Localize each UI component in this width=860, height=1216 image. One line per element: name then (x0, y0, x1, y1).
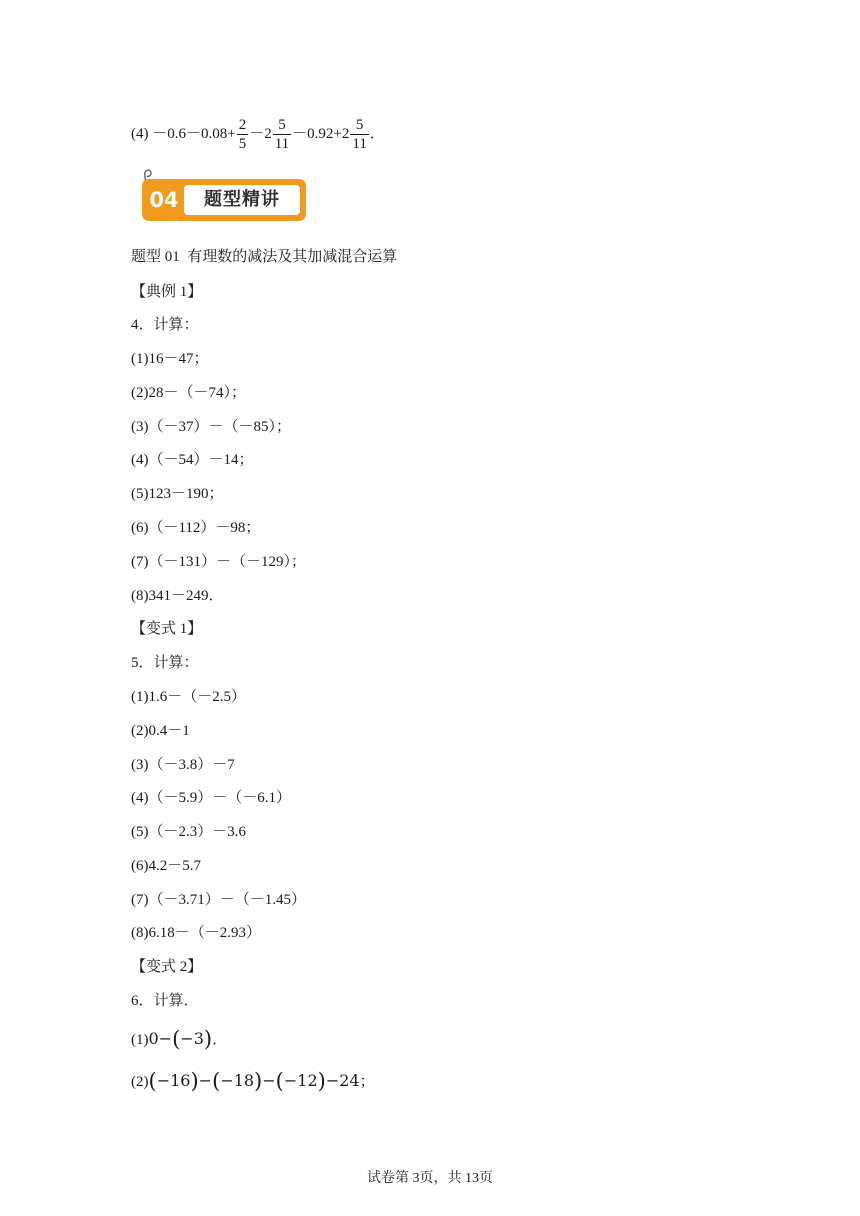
paren-close: ) (317, 1069, 326, 1093)
paren-close: ) (203, 1027, 213, 1051)
paren-open: ( (275, 1069, 284, 1093)
badge-title: 题型精讲 (184, 185, 300, 215)
variant-2-item-2 (131, 1071, 375, 1092)
fraction-5-11-a: $\frac{5}{11}$ (274, 117, 290, 152)
problem-4-mid-1: －2 (249, 125, 272, 142)
variant-1-item: (5)（－2.3）－3.6 (131, 824, 246, 840)
problem-4-prefix: (4) －0.6－0.08+ (131, 125, 236, 142)
variant-1-label: 【变式 1】 (131, 621, 203, 637)
section-title: 题型 01 有理数的减法及其加减混合运算 (131, 249, 398, 265)
paren-open: ( (172, 1027, 181, 1051)
problem-4-mid-2: －0.92+2 (292, 125, 350, 142)
fraction-5-11-b: $\frac{5}{11}$ (352, 117, 367, 152)
paren-close: ) (190, 1069, 199, 1093)
variant-1-question: 5．计算： (131, 655, 199, 671)
math-inner: −3 (180, 1029, 204, 1048)
example-1-item: (8)341－249． (131, 588, 224, 604)
example-1-item: (5)123－190； (131, 486, 224, 502)
variant-1-item: (7)（－3.71）－（－1.45） (131, 892, 306, 908)
math-operator: − (262, 1071, 276, 1090)
item-end: ． (212, 1032, 228, 1048)
example-1-question: 4．计算： (131, 317, 199, 333)
variant-2-question: 6．计算． (131, 993, 199, 1009)
example-1-item: (6)（－112）－98； (131, 520, 261, 536)
variant-1-item: (6)4.2－5.7 (131, 858, 201, 874)
section-badge (138, 167, 308, 225)
problem-4-suffix: ． (369, 125, 385, 142)
variant-2-label: 【变式 2】 (131, 959, 203, 975)
example-1-item: (1)16－47； (131, 351, 209, 367)
variant-1-item: (1)1.6－（－2.5） (131, 689, 246, 705)
variant-2-item-1 (131, 1029, 227, 1050)
example-1-item: (4)（－54）－14； (131, 452, 254, 468)
example-1-label: 【典例 1】 (131, 284, 203, 300)
paren-close: ) (254, 1069, 263, 1093)
math-tail: −24 (325, 1071, 360, 1090)
math-inner: −16 (156, 1071, 191, 1090)
variant-1-item: (3)（－3.8）－7 (131, 757, 235, 773)
problem-4-expression (131, 116, 385, 153)
example-1-item: (3)（－37）－（－85）； (131, 419, 291, 435)
page-footer: 试卷第 3页，共 13页 (367, 1171, 493, 1186)
example-1-item: (7)（－131）－（－129）； (131, 554, 306, 570)
example-1-item: (2)28－（－74）； (131, 385, 246, 401)
variant-1-item: (8)6.18－（－2.93） (131, 925, 261, 941)
fraction-2-5: $\frac{2}{5}$ (238, 117, 247, 152)
paren-open: ( (212, 1069, 221, 1093)
item-label: (1) (131, 1032, 149, 1048)
badge-number: 04 (149, 188, 179, 212)
paren-open: ( (148, 1069, 157, 1093)
math-inner: −12 (283, 1071, 318, 1090)
item-end: ； (359, 1074, 375, 1090)
variant-1-item: (2)0.4－1 (131, 723, 190, 739)
variant-1-item: (4)（－5.9）－（－6.1） (131, 790, 291, 806)
math-expression: 0− (148, 1029, 173, 1048)
item-label: (2) (131, 1074, 149, 1090)
math-operator: − (198, 1071, 213, 1090)
math-inner: −18 (220, 1071, 255, 1090)
